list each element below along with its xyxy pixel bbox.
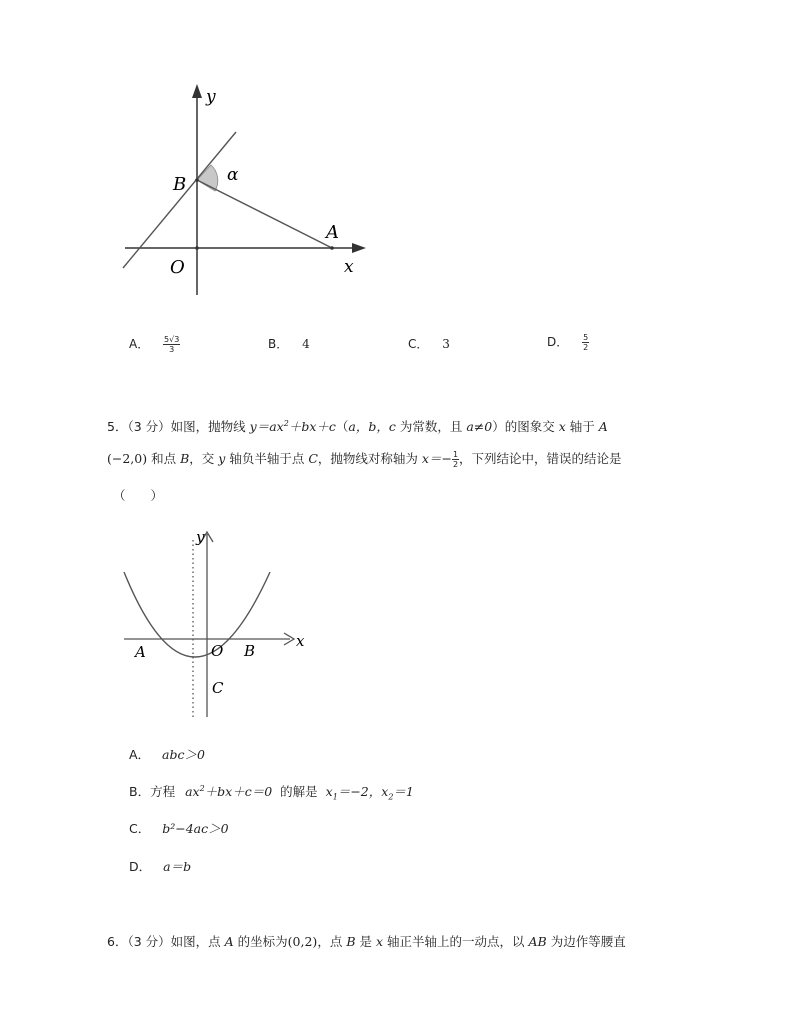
q6-score: （3 分） [127,934,171,949]
label-c-2: C [212,679,224,697]
q5-text-1b: （ [335,419,349,434]
q6-ab: AB [528,934,547,949]
q5-option-d-label: D． [129,859,152,874]
q4-option-c-value: 3 [442,337,450,351]
q5-text-2c: 轴负半轴于点 [229,451,305,466]
q6-b: B [346,934,356,949]
q5-y-1: y [218,451,226,466]
label-y-2: y [196,528,205,546]
q6-coord: (0,2) [287,934,318,949]
q4-option-b-label: B． [268,337,289,351]
q6-a: A [224,934,234,949]
label-a-2: A [135,643,146,661]
point-b-dot [195,178,199,182]
q5-c-1: C [308,451,318,466]
q4-option-a-num: 5√3 [164,335,180,344]
label-y: y [206,87,216,107]
q4-option-a[interactable] [129,335,180,354]
q4-option-a-den: 3 [169,345,175,354]
q5-text-1c: 为常数，且 [399,419,463,434]
q6-text-d: 是 [359,934,372,949]
q5-text-1d: ）的图象交 [492,419,555,434]
q5-option-d-expr: a＝b [163,859,192,874]
q6-text-e: 轴正半轴上的一动点，以 [387,934,525,949]
label-o-2: O [211,642,224,660]
figure-angle [110,80,380,305]
q4-option-b-value: 4 [302,337,310,351]
label-b: B [173,174,187,195]
q5-text-2e: ，下列结论中，错误的结论是 [459,451,622,466]
q5-option-b-roots: $x_1=-2$，$x_2=1$ [325,784,414,802]
q5-option-c-expr: b²−4ac＞0 [162,821,229,836]
q5-point-a-coord: (−2,0) [107,451,148,466]
q6-text-a: 如图，点 [170,934,221,949]
q5-text-2b: ，交 [189,451,215,466]
q4-option-b[interactable] [268,335,310,352]
q5-line-1 [107,417,608,435]
point-a-dot [330,246,334,250]
q5-cond: a≠0 [466,419,493,434]
q4-option-d-num: 5 [583,333,589,342]
q5-text-2d: ，抛物线对称轴为 [317,451,418,466]
segment-ba [197,180,332,248]
q5-option-d[interactable] [129,857,191,875]
q4-option-d-den: 2 [583,343,589,352]
q5-option-c-label: C． [129,821,151,836]
q5-x-1: x [558,419,566,434]
q5-score: （3 分） [127,419,171,434]
q5-blank: （ ） [113,488,164,503]
q4-option-c-label: C． [408,337,429,351]
q6-line-1 [107,932,626,950]
q5-option-b-label: B．方程 [129,784,176,799]
q5-b-1: B [180,451,190,466]
q5-text-1a: 如图，抛物线 [170,419,246,434]
q6-text-f: 为边作等腰直 [550,934,626,949]
y-axis-arrow [192,84,202,98]
label-alpha: α [227,165,239,185]
figure-parabola [112,522,312,722]
label-x-2: x [296,632,305,650]
q5-option-a-label: A． [129,747,151,762]
q5-a-1: A [598,419,608,434]
q4-option-c[interactable] [408,335,450,352]
q5-line-2 [107,449,622,469]
q5-number: 5． [107,419,128,434]
q6-x: x [375,934,384,949]
q5-option-a-expr: abc＞0 [162,747,205,762]
angle-sector [197,165,218,191]
q5-option-b-mid: 的解是 [280,784,318,799]
q5-option-b-eq: $ax^2+bx+c=0$ [185,783,273,799]
q4-option-d[interactable] [547,333,589,352]
q4-option-a-frac [163,335,180,354]
label-x: x [344,257,354,277]
q5-text-2a: 和点 [151,451,177,466]
q5-option-c[interactable] [129,819,229,837]
q4-option-a-label: A． [129,337,150,351]
q5-text-1e: 轴于 [569,419,595,434]
q5-axis-eq: x＝− $\frac{1}{2}$ [421,450,459,469]
q5-parabola-eq: $y=ax^2+bx+c$ [249,418,336,434]
q4-option-d-frac [582,333,589,352]
q5-option-a[interactable] [129,745,205,763]
label-origin: O [170,257,185,278]
q4-option-d-label: D． [547,335,569,349]
q6-text-c: ，点 [317,934,343,949]
label-b-2: B [244,642,256,660]
origin-dot [195,246,199,250]
q6-number: 6． [107,934,128,949]
q5-option-b[interactable] [129,782,414,802]
label-a: A [326,222,339,243]
q5-consts: a，b，c [348,419,396,434]
q6-text-b: 的坐标为 [237,934,288,949]
x-axis-arrow [352,243,366,253]
